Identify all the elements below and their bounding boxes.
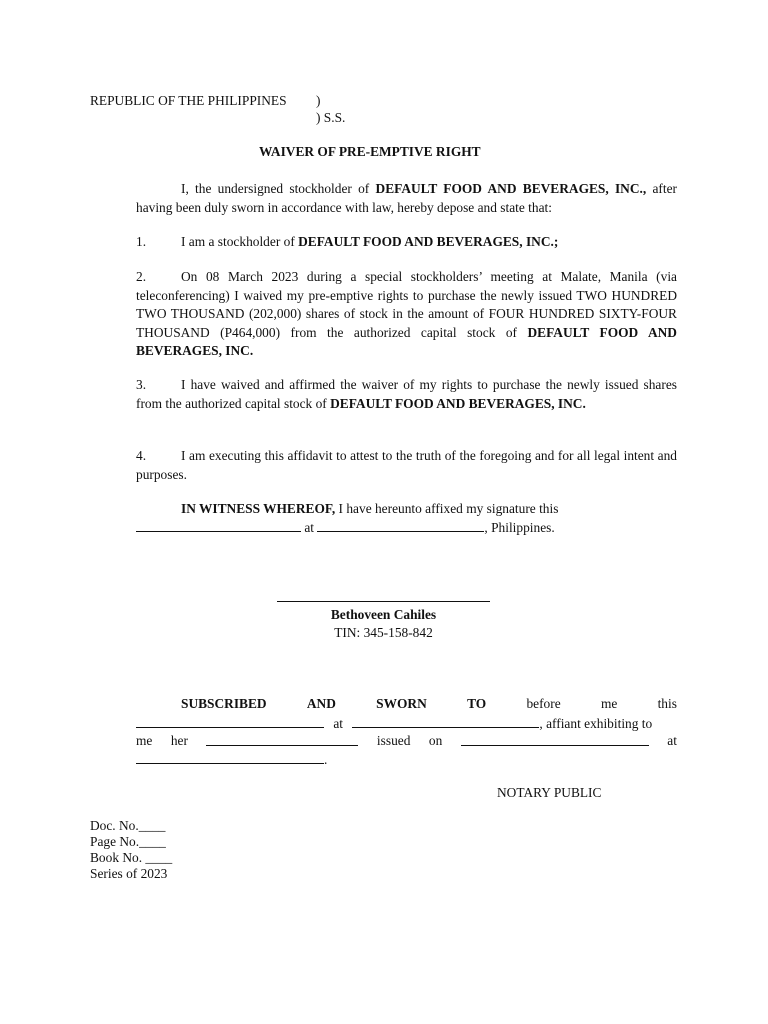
signatory-tin: TIN: 345-158-842 xyxy=(334,625,433,640)
intro-paragraph xyxy=(136,180,677,217)
intro-lead: I, the undersigned stockholder of xyxy=(181,181,370,196)
id-blank[interactable] xyxy=(206,733,358,746)
jurat-word: TO xyxy=(467,696,487,711)
venue-paren: ) xyxy=(316,93,321,108)
jurat-her: her xyxy=(170,733,188,748)
item-1 xyxy=(136,233,677,252)
item-4 xyxy=(136,447,677,484)
jurat-issued: issued xyxy=(376,733,411,748)
jurat-on: on xyxy=(428,733,443,748)
jurat-word: AND xyxy=(306,696,336,711)
issue-date-blank[interactable] xyxy=(461,733,649,746)
notary-public: NOTARY PUBLIC xyxy=(497,785,602,800)
jurat-line-4 xyxy=(136,751,327,768)
item-text: I am executing this affidavit to attest to the truth of the foregoing and for all legal intent and purposes. xyxy=(136,448,677,482)
jurat-affiant: , affiant exhibiting to xyxy=(539,716,653,731)
page-no: Page No.____ xyxy=(90,834,166,849)
signatory-name: Bethoveen Cahiles xyxy=(330,607,437,622)
witness-at: at xyxy=(304,520,315,535)
item-number: 3. xyxy=(136,377,147,392)
doc-no: Doc. No.____ xyxy=(90,818,166,833)
item-company: DEFAULT FOOD AND BEVERAGES, INC. xyxy=(330,395,586,411)
jurat-word: SWORN xyxy=(376,696,427,711)
intro-company: DEFAULT FOOD AND BEVERAGES, INC., xyxy=(375,181,647,196)
witness-place-suffix: , Philippines. xyxy=(484,520,555,535)
intro-rest: after having been duly sworn in accordance with law, hereby depose and state that: xyxy=(136,181,678,215)
jurat-at: at xyxy=(333,716,344,731)
item-text: I am a stockholder of xyxy=(181,234,295,249)
jurat-place-blank[interactable] xyxy=(352,715,539,728)
witness-clause xyxy=(181,501,558,517)
item-text: On 08 March 2023 during a special stockholders’ meeting at Malate, Manila (via teleconferencing) I waived my pre-emptive rights to purchase the newly issued TWO HUNDRED TWO THOUSAND (202,000) shares of stock in the amount of FOUR HUNDRED SIXTY-FOUR THOUSAND (P464,000) from the authorized capital stock of xyxy=(136,269,677,340)
jurat-line-1 xyxy=(181,696,677,712)
item-2 xyxy=(136,268,677,361)
place-blank[interactable] xyxy=(317,519,484,532)
jurat-at2: at xyxy=(667,733,677,748)
jurat-word: before xyxy=(526,696,561,711)
item-number: 4. xyxy=(136,448,147,463)
witness-blanks xyxy=(136,519,555,536)
ss-marker: ) S.S. xyxy=(316,110,346,125)
book-no: Book No. ____ xyxy=(90,850,173,865)
issue-place-blank[interactable] xyxy=(136,751,324,764)
item-text: I have waived and affirmed the waiver of my rights to purchase the newly issued shares from the authorized capital stock of xyxy=(136,377,677,411)
republic-heading: REPUBLIC OF THE PHILIPPINES xyxy=(90,93,287,108)
item-number: 2. xyxy=(136,269,147,284)
jurat-word: me xyxy=(600,696,618,711)
jurat-date-blank[interactable] xyxy=(136,715,324,728)
item-number: 1. xyxy=(136,234,147,249)
series: Series of 2023 xyxy=(90,866,168,881)
jurat-me: me xyxy=(136,733,153,748)
date-blank[interactable] xyxy=(136,519,301,532)
item-company: DEFAULT FOOD AND BEVERAGES, INC.; xyxy=(298,234,559,249)
jurat-line-3 xyxy=(136,733,677,749)
jurat-word: this xyxy=(657,696,677,711)
signature-line[interactable] xyxy=(277,601,490,602)
document-title: WAIVER OF PRE-EMPTIVE RIGHT xyxy=(259,144,481,159)
witness-bold: IN WITNESS WHEREOF, xyxy=(181,501,336,516)
jurat-end: . xyxy=(324,752,328,767)
item-3 xyxy=(136,376,677,413)
jurat-word: SUBSCRIBED xyxy=(181,696,267,711)
jurat-line-2 xyxy=(136,715,652,732)
item-company: DEFAULT FOOD AND BEVERAGES, INC. xyxy=(136,324,677,358)
witness-text: I have hereunto affixed my signature this xyxy=(338,501,559,516)
